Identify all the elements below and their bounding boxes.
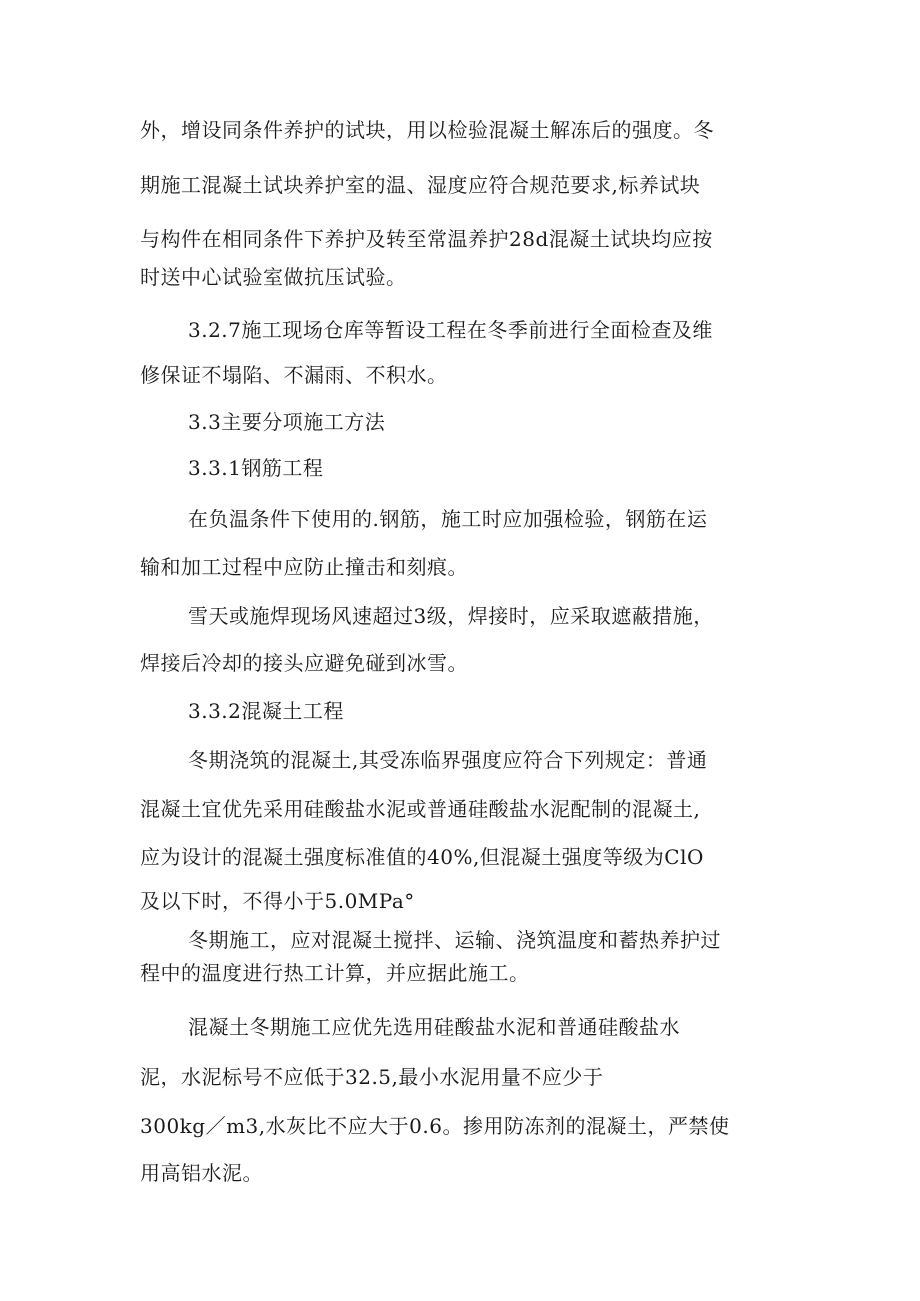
text-line: 及以下时，不得小于5.0MPa° (140, 889, 415, 913)
text-line: 焊接后冷却的接头应避免碰到冰雪。 (140, 651, 468, 675)
text-line: 用高铝水泥。 (140, 1161, 263, 1185)
subsection-heading: 3.3.1钢筋工程 (188, 456, 324, 480)
text-line: 300kg／m3,水灰比不应大于0.6。掺用防冻剂的混凝土，严禁使 (140, 1114, 730, 1138)
text-line: 期施工混凝土试块养护室的温、湿度应符合规范要求,标养试块 (140, 173, 701, 197)
text-line: 与构件在相同条件下养护及转至常温养护28d混凝土试块均应按 (140, 227, 713, 251)
text-line: 程中的温度进行热工计算，并应据此施工。 (140, 961, 530, 985)
text-line: 3.2.7施工现场仓库等暂设工程在冬季前进行全面检查及维 (188, 318, 713, 342)
text-line: 雪天或施焊现场风速超过3级，焊接时，应采取遮蔽措施， (188, 604, 714, 628)
subsection-heading: 3.3.2混凝土工程 (188, 699, 344, 723)
text-line: 在负温条件下使用的.钢筋，施工时应加强检验，钢筋在运 (188, 507, 708, 531)
text-line: 混凝土宜优先采用硅酸盐水泥或普通硅酸盐水泥配制的混凝土, (140, 797, 701, 821)
text-line: 修保证不塌陷、不漏雨、不积水。 (140, 363, 448, 387)
section-heading: 3.3主要分项施工方法 (188, 410, 386, 434)
text-line: 应为设计的混凝土强度标准值的40%,但混凝土强度等级为ClO (140, 845, 704, 869)
text-line: 泥，水泥标号不应低于32.5,最小水泥用量不应少于 (140, 1065, 604, 1089)
text-line: 时送中心试验室做抗压试验。 (140, 265, 407, 289)
text-line: 输和加工过程中应防止撞击和刻痕。 (140, 555, 468, 579)
text-line: 冬期施工，应对混凝土搅拌、运输、浇筑温度和蓄热养护过 (188, 928, 721, 952)
text-line: 外，增设同条件养护的试块，用以检验混凝土解冻后的强度。冬 (140, 118, 714, 142)
text-line: 冬期浇筑的混凝土,其受冻临界强度应符合下列规定：普通 (188, 748, 708, 772)
text-line: 混凝土冬期施工应优先选用硅酸盐水泥和普通硅酸盐水 (188, 1015, 680, 1039)
